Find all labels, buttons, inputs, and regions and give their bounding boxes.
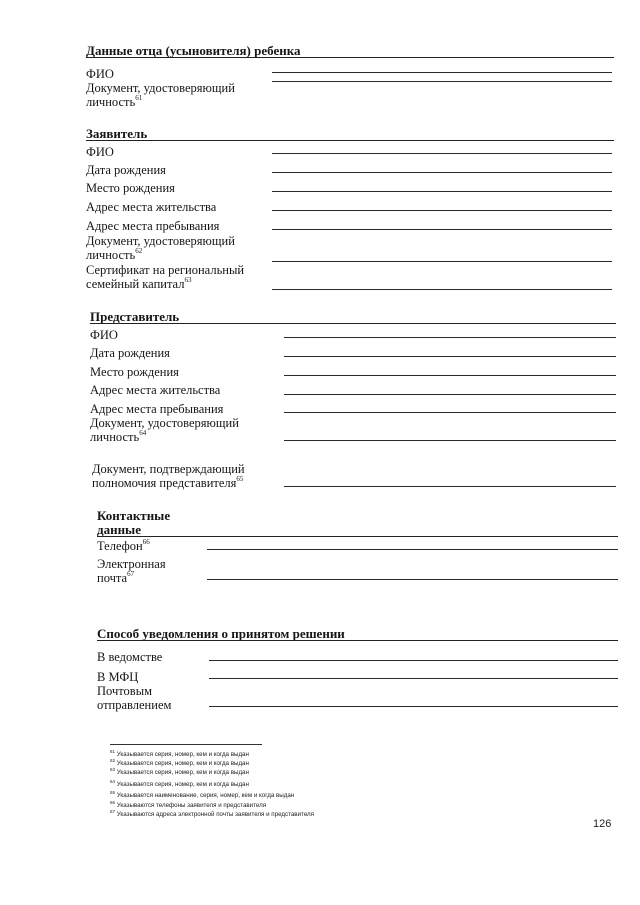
- applicant-birthdate-field[interactable]: [86, 163, 614, 179]
- applicant-stay-address-field[interactable]: [86, 219, 614, 235]
- rep-id-doc-line[interactable]: [284, 440, 616, 441]
- rep-stay-address-label: Адрес места пребывания: [90, 402, 224, 416]
- section-rule-applicant: [86, 140, 614, 141]
- applicant-id-doc-field[interactable]: [86, 234, 614, 264]
- applicant-birthplace-field[interactable]: [86, 181, 614, 197]
- section-title-notification: Способ уведомления о принятом решении: [97, 626, 345, 641]
- rep-birthplace-label: Место рождения: [90, 365, 179, 379]
- applicant-birthplace-label: Место рождения: [86, 181, 175, 195]
- rep-stay-address-line[interactable]: [284, 412, 616, 413]
- notify-agency-label: В ведомстве: [97, 650, 163, 664]
- footnote-64: $^{64}$ Указывается серия, номер, кем и когда выдан: [110, 778, 249, 788]
- rep-authority-doc-label: Документ, подтверждающий полномочия представителя$^{65}$: [92, 462, 245, 490]
- rep-fio-line[interactable]: [284, 337, 616, 338]
- applicant-id-doc-line[interactable]: [272, 261, 612, 262]
- father-id-doc-label: Документ, удостоверяющий личность$^{61}$: [86, 81, 235, 109]
- father-fio-label: ФИО: [86, 67, 114, 81]
- rep-birthdate-label: Дата рождения: [90, 346, 170, 360]
- contact-phone-label: Телефон$^{66}$: [97, 537, 150, 553]
- section-rule-notification: [97, 640, 618, 641]
- rep-birthplace-line[interactable]: [284, 375, 616, 376]
- contact-email-line[interactable]: [207, 579, 618, 580]
- rep-residence-label: Адрес места жительства: [90, 383, 221, 397]
- rep-birthdate-line[interactable]: [284, 356, 616, 357]
- footnote-62: $^{62}$ Указывается серия, номер, кем и когда выдан: [110, 757, 249, 767]
- footnote-66: $^{66}$ Указываются телефоны заявителя и представителя: [110, 799, 267, 809]
- rep-residence-field[interactable]: [90, 383, 616, 399]
- contact-phone-line[interactable]: [207, 549, 618, 550]
- applicant-fio-field[interactable]: [86, 145, 614, 161]
- applicant-id-doc-label: Документ, удостоверяющий личность$^{62}$: [86, 234, 235, 262]
- applicant-fio-line[interactable]: [272, 153, 612, 154]
- contact-email-label: Электронная почта$^{67}$: [97, 557, 166, 585]
- applicant-birthplace-line[interactable]: [272, 191, 612, 192]
- rep-authority-doc-line[interactable]: [284, 486, 616, 487]
- applicant-fio-label: ФИО: [86, 145, 114, 159]
- rep-authority-doc-field[interactable]: [92, 462, 616, 492]
- section-title-contacts: Контактные данные: [97, 508, 171, 537]
- rep-id-doc-field[interactable]: [90, 416, 616, 446]
- footnote-63: $^{63}$ Указывается серия, номер, кем и когда выдан: [110, 766, 249, 776]
- footnote-65: $^{65}$ Указывается наименование, серия, номер, кем и когда выдан: [110, 789, 295, 799]
- section-rule-father: [86, 57, 614, 58]
- notify-mail-label: Почтовым отправлением: [97, 684, 172, 712]
- contact-phone-field[interactable]: [97, 539, 618, 555]
- section-title-father: Данные отца (усыновителя) ребенка: [86, 43, 301, 58]
- father-id-doc-line[interactable]: [272, 81, 612, 82]
- notify-mfc-line[interactable]: [209, 678, 618, 679]
- rep-residence-line[interactable]: [284, 394, 616, 395]
- page-number: 126: [593, 818, 612, 830]
- applicant-certificate-field[interactable]: [86, 263, 614, 293]
- rep-id-doc-label: Документ, удостоверяющий личность$^{64}$: [90, 416, 239, 444]
- footnote-61: $^{61}$ Указывается серия, номер, кем и когда выдан: [110, 748, 249, 758]
- rep-fio-label: ФИО: [90, 328, 118, 342]
- applicant-birthdate-line[interactable]: [272, 172, 612, 173]
- applicant-stay-address-line[interactable]: [272, 229, 612, 230]
- rep-birthdate-field[interactable]: [90, 346, 616, 362]
- applicant-stay-address-label: Адрес места пребывания: [86, 219, 220, 233]
- notify-agency-field[interactable]: [97, 650, 618, 666]
- rep-fio-field[interactable]: [90, 328, 616, 344]
- section-rule-representative: [90, 323, 616, 324]
- applicant-residence-line[interactable]: [272, 210, 612, 211]
- father-fio-line[interactable]: [272, 72, 612, 73]
- footnote-separator: [110, 744, 262, 745]
- section-rule-contacts: [97, 536, 618, 537]
- father-id-doc-field[interactable]: [86, 81, 614, 111]
- footnote-67: $^{67}$ Указываются адреса электронной почты заявителя и представителя: [110, 808, 315, 818]
- notify-mail-line[interactable]: [209, 706, 618, 707]
- rep-birthplace-field[interactable]: [90, 365, 616, 381]
- contact-email-field[interactable]: [97, 557, 618, 587]
- applicant-certificate-label: Сертификат на региональный семейный капитал$^{63}$: [86, 263, 245, 291]
- notify-mail-field[interactable]: [97, 684, 618, 714]
- notify-mfc-label: В МФЦ: [97, 670, 139, 684]
- applicant-residence-field[interactable]: [86, 200, 614, 216]
- section-title-applicant: Заявитель: [86, 126, 148, 141]
- notify-agency-line[interactable]: [209, 660, 618, 661]
- applicant-birthdate-label: Дата рождения: [86, 163, 166, 177]
- applicant-certificate-line[interactable]: [272, 289, 612, 290]
- applicant-residence-label: Адрес места жительства: [86, 200, 217, 214]
- section-title-representative: Представитель: [90, 309, 180, 324]
